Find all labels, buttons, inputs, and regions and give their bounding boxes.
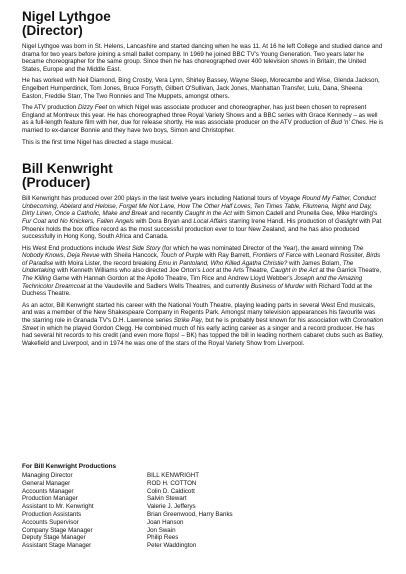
credit-row <box>22 488 384 496</box>
title-italic: Emu in Pantoland, Who Killed Agatha Christie? <box>158 259 288 267</box>
text-run: with Moira Lister, the record breaking <box>53 259 159 267</box>
credit-row <box>22 527 384 535</box>
credit-role: General Manager <box>22 479 71 487</box>
title-italic: Caught in the Act <box>270 267 318 275</box>
text-run: and recently <box>147 210 185 218</box>
text-run: Bill Kenwright has produced over 200 plays in the last twelve years including National tours of <box>22 195 280 203</box>
title-italic: The Undertaking <box>22 259 354 275</box>
kenwright-paragraph <box>22 195 384 241</box>
title-italic: The Nobody Knows, Deja Revue <box>22 244 364 260</box>
credit-name: Peter Waddington <box>147 542 197 550</box>
lythgoe-title <box>22 10 384 38</box>
credit-name: Philip Rees <box>147 534 179 542</box>
credit-row <box>22 480 384 488</box>
title-italic: Dizzy Feet <box>77 104 108 112</box>
lythgoe-bio <box>22 10 384 146</box>
title-italic: Caught in the Act <box>184 210 232 218</box>
lythgoe-paragraph <box>22 77 384 100</box>
kenwright-role: (Producer) <box>22 175 91 191</box>
kenwright-title <box>22 162 384 190</box>
credit-role: Managing Director <box>22 472 73 479</box>
text-run: As an actor, Bill Kenwright started his career with the National Youth Theatre, playing leading parts in several West End musicals, and was a member of the New Shakespeare Company in Regents Park. Amongst many television appearances his favourite was the starring role in Granada TV's D.H. Lawrence series <box>22 301 376 325</box>
text-run: His West End productions include <box>22 244 117 252</box>
text-run: with Pat Phoenix holds the box office record as the most successful production ever to tour New Zealand, and he has also produced successfully in Hong Kong, South Africa and Canada. <box>22 217 382 241</box>
kenwright-paragraph <box>22 245 384 298</box>
lythgoe-paragraph <box>22 139 384 147</box>
text-run: This is the first time Nigel has directed a stage musical. <box>22 138 173 146</box>
text-run: (for which he was nominated Director of the Year), the award winning <box>160 244 353 252</box>
credit-role: Accounts Manager <box>22 487 74 495</box>
credit-role: Production Manager <box>22 495 78 503</box>
text-run: with Kenneth Williams who also directed Joe Orton's <box>55 267 203 275</box>
credit-name: BILL KENWRIGHT <box>147 472 200 479</box>
lythgoe-paragraph <box>22 104 384 134</box>
credit-role: Company Stage Manager <box>22 526 93 534</box>
credit-row <box>22 495 384 503</box>
title-italic: Loot <box>202 267 215 275</box>
lythgoe-paragraph <box>22 43 384 73</box>
title-italic: Strike Pay <box>173 317 202 325</box>
title-italic: Fur Coat and No Knickers, Fallen Angels <box>22 217 134 225</box>
text-run: with Leonard Rossiter, <box>301 252 367 260</box>
text-run: with Dora Bryan and <box>133 217 194 225</box>
credit-row <box>22 534 384 542</box>
credit-row <box>22 542 384 550</box>
text-run: with James Bolam, <box>287 259 343 267</box>
title-italic: West Side Story <box>116 244 161 252</box>
title-italic: Birds of Paradise <box>22 252 381 267</box>
text-run: at the Arts Theatre, <box>214 267 271 275</box>
credit-name: Valerie J. Jefferys <box>147 503 196 511</box>
title-italic: Joseph and the Amazing Technicolor Dreamcoat <box>22 275 363 290</box>
credit-name: Colin D. Caldicott <box>147 487 195 495</box>
text-run: starring Irene Handl. His production of <box>227 217 335 225</box>
credit-role: Deputy Stage Manager <box>22 534 86 542</box>
text-run: on which Nigel was associate producer and choreographer, has just been chosen to represent England at Montreux this year. He has choreographed three Royal Variety Shows and a BBC series with Grace Kennedy – as well as a full-length feature film with her, due for release shortly. He was associate producer on the ATV production of <box>22 104 378 127</box>
title-italic: Bud 'n' Ches <box>330 119 366 127</box>
title-italic: The Killing Game <box>22 275 70 283</box>
credit-row <box>22 511 384 519</box>
programme-page <box>22 10 384 351</box>
title-italic: Local Affairs <box>193 217 228 225</box>
credit-role: Assistant Stage Manager <box>22 542 92 550</box>
credit-role: Production Assistants <box>22 510 82 518</box>
kenwright-name: Bill Kenwright <box>22 161 113 177</box>
text-run: in which he played Gordon Clegg. He combined much of his early acting career as a singer and a record producer. He has had several hit records to his credit (and even more flops! – BK) has topped the bill in leading northern cabaret clubs such as Batley, Wakefield and Liverpool, and in 1974 he was one of the stars of the Royal Variety Show from Liverpool. <box>22 324 384 347</box>
credit-row <box>22 472 384 480</box>
credit-row <box>22 519 384 527</box>
text-run: with Hannah Gordon at the Apollo Theatre, Tim Rice and Andrew Lloyd Webber's <box>69 275 295 283</box>
text-run: Nigel Lythgoe was born in St. Helens, Lancashire and started dancing when he was 11. At 16 he left College and studied dance and drama for two years before joining a small ballet company. In 1969 he joined BBC TV's Young Generation. Two years later he became choreographer for the same group. Since then he has choreographed over 400 television shows in Britain, the United States, Europe and the Middle East. <box>22 43 383 73</box>
text-run: at the Vaudeville and Sadlers Wells Theatres, and currently <box>85 282 251 290</box>
lythgoe-paragraphs <box>22 43 384 146</box>
credits-title: For Bill Kenwright Productions <box>22 463 117 470</box>
text-run: . He is married to ex-dancer Bonnie and they have two boys, Simon and Christopher. <box>22 119 384 134</box>
credit-name: Joan Hanson <box>147 518 184 526</box>
text-run: with Sheila Hancock, <box>99 252 161 260</box>
text-run: with Simon Cadell and Prunella Gee, Mike Harding's <box>231 210 378 218</box>
text-run: , but he is probably best known for his association with <box>201 317 353 325</box>
text-run: with Ray Barrett, <box>203 252 253 260</box>
credit-row <box>22 503 384 511</box>
credit-name: Salvin Stewart <box>147 495 187 503</box>
text-run: He has worked with Neil Diamond, Bing Crosby, Vera Lynn, Shirley Bassey, Wayne Sleep, Morecambe and Wise, Glenda Jackson, Engelbert Humperdinck, Tom Jones, Bruce Forsyth, Gilbert O'Sullivan, Jack Jones, Manhattan Transfer, Lulu, Dana, Sheena Easton, Freddie Starr, The Two Ronnies and The Muppets, amongst others. <box>22 77 380 100</box>
title-italic: Business of Murder <box>250 282 305 290</box>
production-credits <box>22 463 384 550</box>
text-run: The ATV production <box>22 104 78 112</box>
kenwright-bio <box>22 162 384 347</box>
title-italic: Touch of Purple <box>160 252 204 260</box>
title-italic: Coronation Street <box>22 317 384 332</box>
kenwright-paragraphs <box>22 195 384 347</box>
credit-name: ROD H. COTTON <box>147 479 197 487</box>
text-run: at the Garrick Theatre, <box>317 267 382 275</box>
lythgoe-role: (Director) <box>22 23 83 38</box>
lythgoe-name: Nigel Lythgoe <box>22 9 111 24</box>
credit-name: Brian Greenwood, Harry Banks <box>147 510 233 518</box>
title-italic: Voyage Round My Father, Conduct Unbecoming, Abelard and Heloise, Forget Me Not Lane, How The Other Half Loves, Ten Times Table, Filumena, Night and Day, Dirty Linen, Once a Catholic, Make and Break <box>22 195 377 218</box>
credit-role: Accounts Supervisor <box>22 518 79 526</box>
credit-role: Assistant to Mr. Kenwright <box>22 503 94 511</box>
credits-list <box>22 472 384 550</box>
title-italic: Gaslight <box>334 217 358 225</box>
text-run: with Richard Todd at the Duchess Theatre. <box>22 282 373 298</box>
credit-name: Jon Swain <box>147 526 176 534</box>
kenwright-paragraph <box>22 302 384 348</box>
title-italic: Frontiers of Farce <box>252 252 302 260</box>
